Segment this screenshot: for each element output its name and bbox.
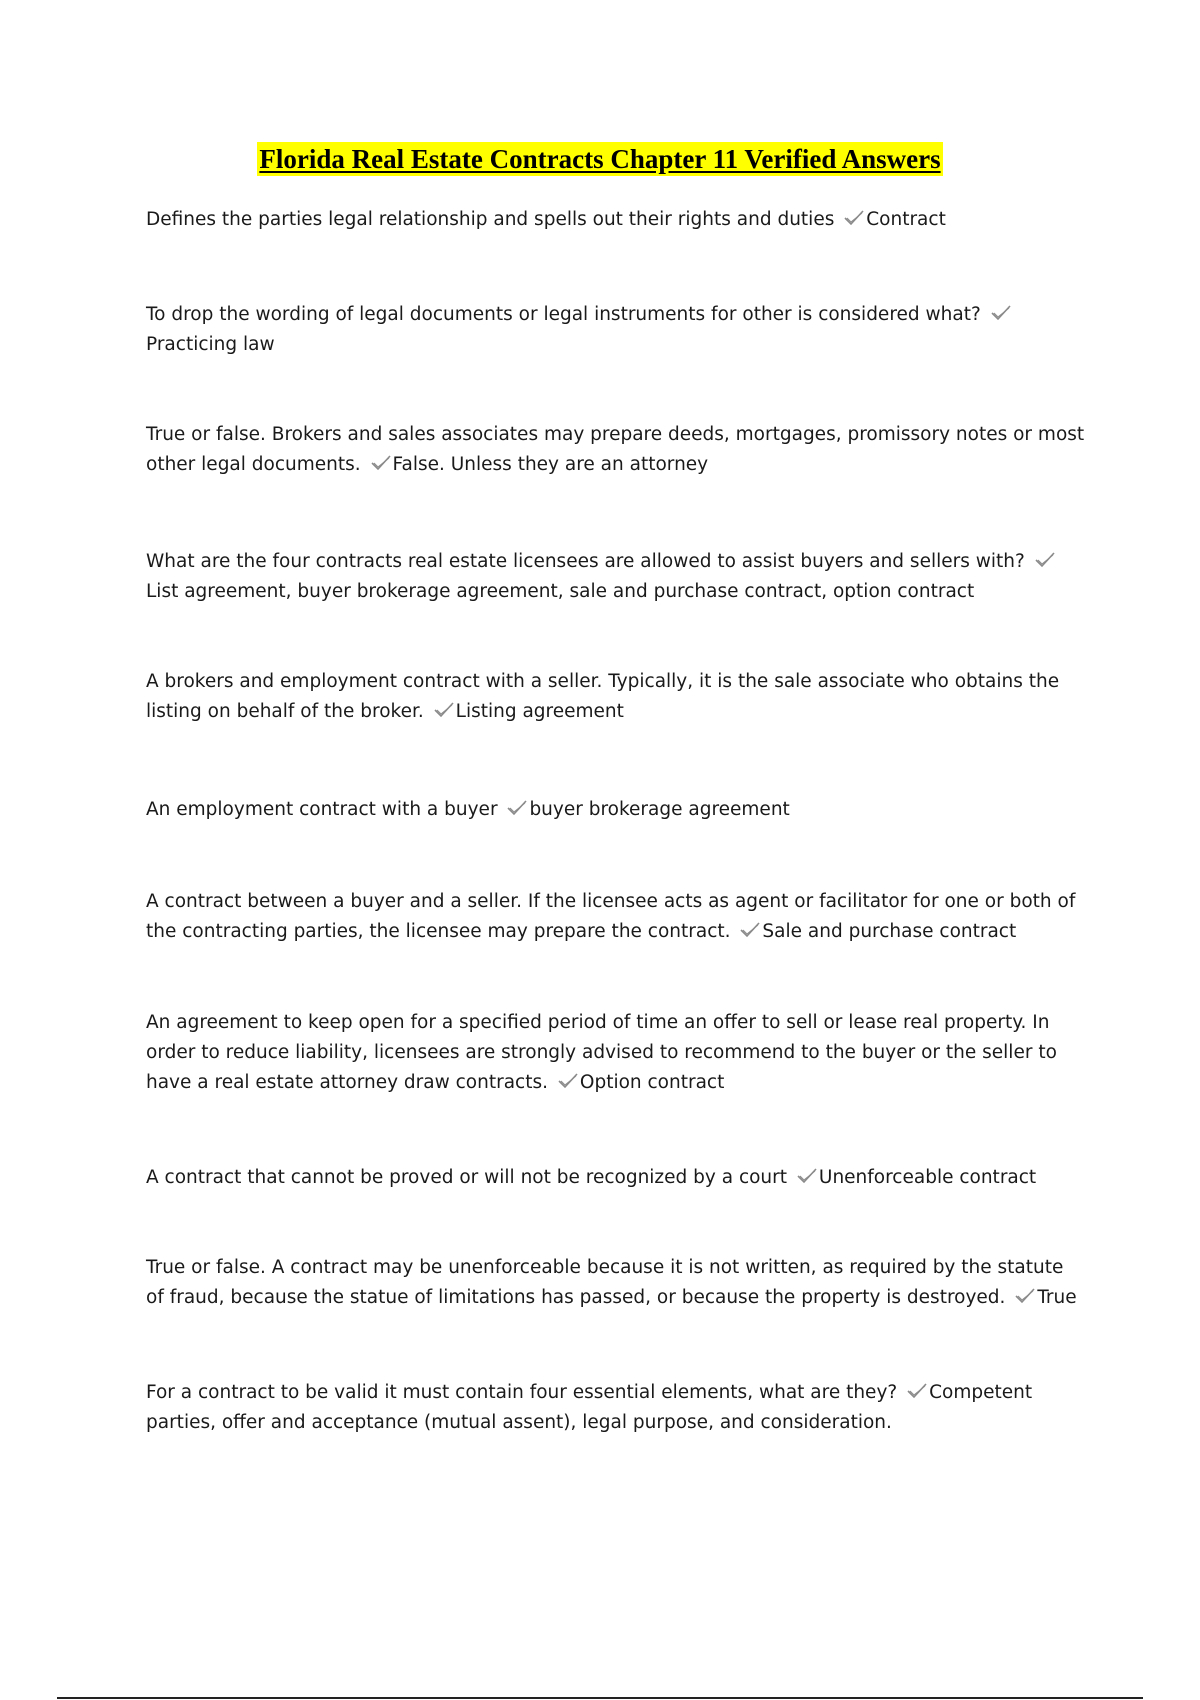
document-title: Florida Real Estate Contracts Chapter 11 Verified Answers xyxy=(259,144,941,174)
question-text: Defines the parties legal relationship and spells out their rights and duties xyxy=(146,209,835,230)
answer-text: True xyxy=(1037,1287,1077,1308)
check-icon xyxy=(796,1167,818,1185)
check-icon xyxy=(739,921,761,939)
answer-text: Competent parties, offer and acceptance (mutual assent), legal purpose, and consideration. xyxy=(146,1382,1033,1433)
check-icon xyxy=(1034,551,1056,569)
answer-text: buyer brokerage agreement xyxy=(529,799,790,820)
qa-item xyxy=(146,300,1086,360)
question-text: A contract that cannot be proved or will not be recognized by a court xyxy=(146,1167,788,1188)
check-icon xyxy=(990,304,1012,322)
question-text: True or false. Brokers and sales associates may prepare deeds, mortgages, promissory notes or most other legal documents. xyxy=(146,424,1085,475)
qa-item xyxy=(146,420,1086,480)
check-icon xyxy=(506,799,528,817)
question-text: To drop the wording of legal documents or legal instruments for other is considered what? xyxy=(146,304,981,325)
qa-item xyxy=(146,1163,1086,1193)
check-icon xyxy=(433,701,455,719)
question-text: A brokers and employment contract with a seller. Typically, it is the sale associate who obtains the listing on behalf of the broker. xyxy=(146,671,1060,722)
check-icon xyxy=(370,454,392,472)
check-icon xyxy=(557,1072,579,1090)
question-text: A contract between a buyer and a seller. If the licensee acts as agent or facilitator for one or both of the contracting parties, the licensee may prepare the contract. xyxy=(146,891,1076,942)
question-text: What are the four contracts real estate licensees are allowed to assist buyers and sellers with? xyxy=(146,551,1025,572)
answer-text: Listing agreement xyxy=(455,701,624,722)
question-text: An agreement to keep open for a specified period of time an offer to sell or lease real property. In order to reduce liability, licensees are strongly advised to recommend to the buyer or the seller to have a real estate attorney draw contracts. xyxy=(146,1012,1057,1093)
check-icon xyxy=(906,1382,928,1400)
title-wrap xyxy=(0,142,1200,176)
question-text: An employment contract with a buyer xyxy=(146,799,498,820)
answer-text: Unenforceable contract xyxy=(818,1167,1037,1188)
question-text: True or false. A contract may be unenforceable because it is not written, as required by the statute of fraud, because the statue of limitations has passed, or because the property is destroyed. xyxy=(146,1257,1064,1308)
answer-text: Option contract xyxy=(579,1072,725,1093)
check-icon xyxy=(1014,1287,1036,1305)
page-bottom-rule xyxy=(57,1697,1143,1699)
qa-item xyxy=(146,1253,1086,1313)
qa-item xyxy=(146,205,1086,235)
question-text: For a contract to be valid it must contain four essential elements, what are they? xyxy=(146,1382,898,1403)
qa-item xyxy=(146,795,1086,825)
answer-text: False. Unless they are an attorney xyxy=(392,454,709,475)
qa-item xyxy=(146,1378,1086,1438)
qa-item xyxy=(146,547,1086,607)
answer-text: Practicing law xyxy=(146,334,275,355)
answer-text: Contract xyxy=(866,209,946,230)
answer-text: Sale and purchase contract xyxy=(762,921,1017,942)
qa-item xyxy=(146,1008,1086,1098)
answer-text: List agreement, buyer brokerage agreement, sale and purchase contract, option contract xyxy=(146,581,975,602)
qa-item xyxy=(146,887,1086,947)
check-icon xyxy=(843,209,865,227)
qa-item xyxy=(146,667,1086,727)
